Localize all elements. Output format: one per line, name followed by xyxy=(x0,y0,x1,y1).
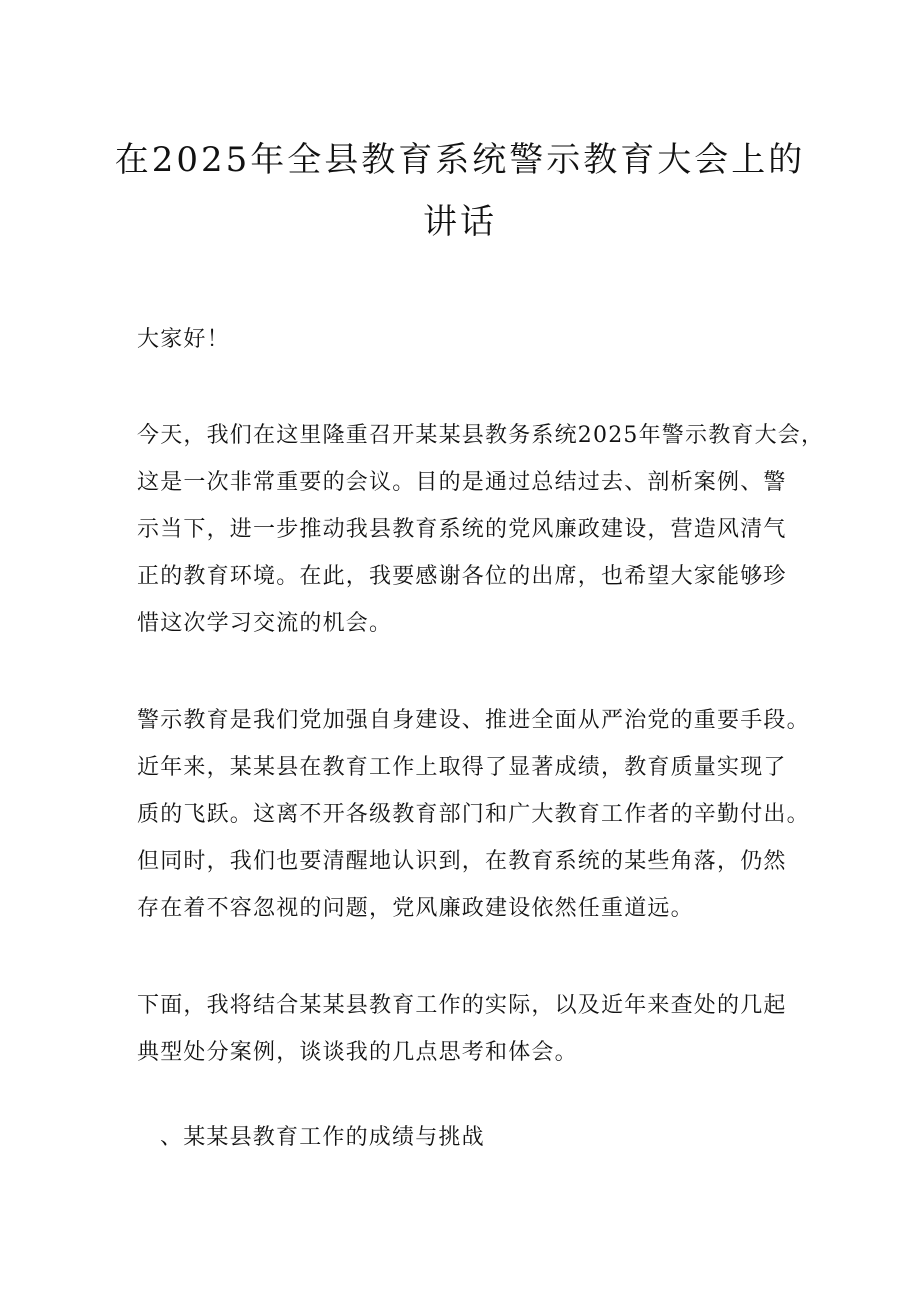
document-title-line-2: 讲话 xyxy=(423,202,497,242)
paragraph-line: 质的飞跃。这离不开各级教育部门和广大教育工作者的辛勤付出。 xyxy=(137,802,810,827)
paragraph-line: 示当下，进一步推动我县教育系统的党风廉政建设，营造风清气 xyxy=(137,517,787,542)
paragraph-line: 典型处分案例，谈谈我的几点思考和体会。 xyxy=(137,1040,578,1065)
paragraph-line: 今天，我们在这里隆重召开某某县教务系统2025年警示教育大会， xyxy=(137,423,825,448)
paragraph-line: 近年来，某某县在教育工作上取得了显著成绩，教育质量实现了 xyxy=(137,755,787,780)
paragraph-line: 但同时，我们也要清醒地认识到，在教育系统的某些角落，仍然 xyxy=(137,849,787,874)
paragraph-line: 这是一次非常重要的会议。目的是通过总结过去、剖析案例、警 xyxy=(137,470,787,495)
paragraph-line: 惜这次学习交流的机会。 xyxy=(137,611,393,636)
document-title-line-1: 在2025年全县教育系统警示教育大会上的 xyxy=(114,140,806,180)
paragraph-line: 正的教育环境。在此，我要感谢各位的出席，也希望大家能够珍 xyxy=(137,564,787,589)
section-heading: 、某某县教育工作的成绩与挑战 xyxy=(160,1125,485,1150)
greeting: 大家好！ xyxy=(137,327,230,352)
paragraph-line: 存在着不容忽视的问题，党风廉政建设依然任重道远。 xyxy=(137,896,694,921)
paragraph-line: 警示教育是我们党加强自身建设、推进全面从严治党的重要手段。 xyxy=(137,708,810,733)
paragraph-line: 下面，我将结合某某县教育工作的实际，以及近年来查处的几起 xyxy=(137,993,787,1018)
